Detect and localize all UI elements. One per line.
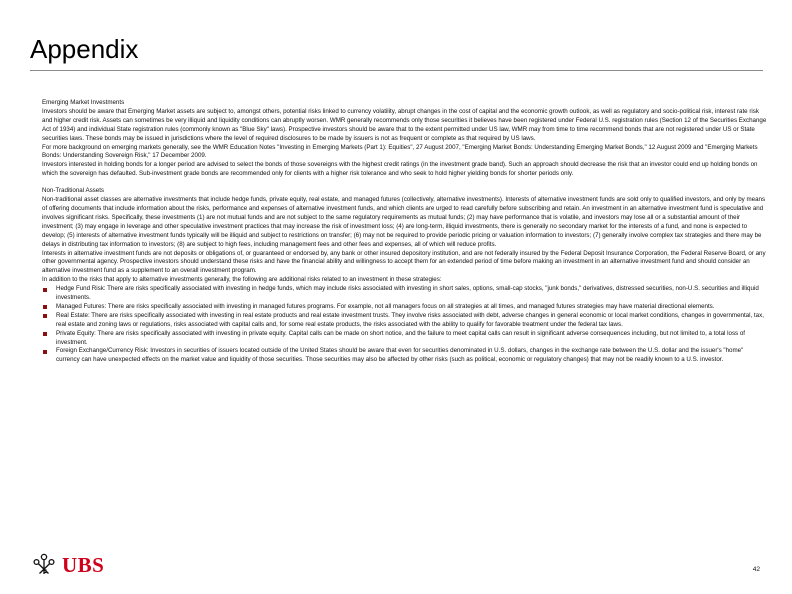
list-item bbox=[42, 347, 767, 365]
bullet-square-icon bbox=[43, 350, 47, 354]
paragraph: Interests in alternative investment funds are not deposits or obligations of, or guaranteed or endorsed by, any bank or other insured depository institution, and are not federally insured by the Federal Deposit Insurance Corporation, the Federal Reserve Board, or any other governmental agency. Prospective investors should understand these risks and have the financial ability and willingness to accept them for an extended period of time before making an investment in an alternative investment fund and should consider an alternative investment fund as a supplement to an overall investment program. bbox=[42, 249, 766, 275]
page-title: Appendix bbox=[30, 34, 139, 64]
paragraph: Investors should be aware that Emerging Market assets are subject to, amongst others, potential risks linked to currency volatility, abrupt changes in the cost of capital and the economic growth outlook, as well as regulatory and socio-political risk, interest rate risk and higher credit risk. Assets can sometimes be very illiquid and liquidity conditions can abruptly worsen. WMR generally recommends only those securities it believes have been registered under Federal U.S. registration rules (Section 12 of the Securities Exchange Act of 1934) and individual State registration rules (commonly known as "Blue Sky" laws). Prospective investors should be aware that to the extent permitted under US law, WMR may from time to time recommend bonds that are not registered under US or State securities laws. These bonds may be issued in jurisdictions where the level of required disclosures to be made by issuers is not as frequent or complete as that required by US laws. bbox=[42, 107, 767, 142]
bullet-square-icon bbox=[43, 288, 47, 292]
bullet-square-icon bbox=[43, 332, 47, 336]
paragraph: In addition to the risks that apply to alternative investments generally, the following are additional risks related to an investment in these strategies: bbox=[42, 276, 442, 284]
bullet-square-icon bbox=[43, 305, 47, 309]
three-keys-icon bbox=[32, 553, 56, 577]
ubs-logo bbox=[32, 553, 104, 577]
list-item bbox=[42, 285, 767, 303]
bullet-text: Foreign Exchange/Currency Risk: Investors in securities of issuers located outside of the United States should be aware that even for securities denominated in U.S. dollars, changes in the exchange rate between the U.S. dollar and the issuer's "home" currency can have unexpected effects on the market value and liquidity of those securities. Those securities may also be affected by other risks (such as political, economic or regulatory changes) that may not be readily known to a U.S. investor. bbox=[56, 347, 744, 364]
paragraph: Investors interested in holding bonds for a longer period are advised to select the bonds of those sovereigns with the highest credit ratings (in the investment grade band). Such an approach should decrease the risk that an investor could end up holding bonds on which the sovereign has defaulted. Sub-investment grade bonds are recommended only for clients with a higher risk tolerance and who seek to hold higher yielding bonds for shorter periods only. bbox=[42, 161, 758, 178]
title-divider bbox=[30, 70, 763, 71]
list-item bbox=[42, 303, 767, 312]
section-spacer bbox=[42, 179, 767, 187]
brand-wordmark: UBS bbox=[62, 552, 105, 577]
paragraph: Non-traditional asset classes are alternative investments that include hedge funds, private equity, real estate, and managed futures (collectively, alternative investments). Interests of alternative investment funds are sold only to qualified investors, and only by means of offering documents that include information about the risks, performance and expenses of alternative investment funds, and which clients are urged to read carefully before subscribing and retain. An investment in an alternative investment fund is speculative and involves significant risks. Specifically, these investments (1) are not mutual funds and are not subject to the same regulatory requirements as mutual funds; (2) may have performance that is volatile, and investors may lose all or a substantial amount of their investment; (3) may engage in leverage and other speculative investment practices that may increase the risk of investment loss; (4) are long-term, illiquid investments, there is generally no secondary market for the interests of a fund, and none is expected to develop; (5) interests of alternative investment funds typically will be illiquid and subject to restrictions on transfer; (6) may not be required to provide periodic pricing or valuation information to investors; (7) generally involve complex tax strategies and there may be delays in distributing tax information to investors; (8) are subject to high fees, including management fees and other fees and expenses, all of which will reduce profits. bbox=[42, 196, 766, 248]
list-item bbox=[42, 330, 767, 348]
bullet-text: Hedge Fund Risk: There are risks specifically associated with investing in hedge funds, which may include risks associated with investing in short sales, options, small-cap stocks, "junk bonds," derivatives, distressed securities, non-U.S. securities and illiquid investments. bbox=[56, 285, 759, 302]
bullet-text: Private Equity: There are risks specifically associated with investing in private equity. Capital calls can be made on short notice, and the failure to meet capital calls can result in significant adverse consequences including, but not limited to, a total loss of investment. bbox=[56, 329, 746, 346]
section-heading-nontraditional: Non-Traditional Assets bbox=[42, 187, 105, 195]
list-item bbox=[42, 312, 767, 330]
bullet-text: Managed Futures: There are risks specifically associated with investing in managed futures programs. For example, not all managers focus on all strategies at all times, and managed futures strategies may have material directional elements. bbox=[56, 302, 715, 310]
risk-bullet-list bbox=[42, 285, 767, 365]
bullet-square-icon bbox=[43, 314, 47, 318]
page-number: 42 bbox=[752, 566, 760, 573]
paragraph: For more background on emerging markets generally, see the WMR Education Notes "Investing in Emerging Markets (Part 1): Equities", 27 August 2007, "Emerging Market Bonds: Understanding Emerging Market Bonds," 12 August 2009 and "Emerging Markets Bonds: Understanding Sovereign Risk," 17 December 2009. bbox=[42, 143, 758, 160]
section-heading-emerging: Emerging Market Investments bbox=[42, 99, 125, 106]
document-body bbox=[42, 99, 767, 365]
bullet-text: Real Estate: There are risks specifically associated with investing in real estate products and real estate investment trusts. They involve risks associated with debt, adverse changes in general economic or local market conditions, changes in governmental, tax, real estate and zoning laws or regulations, risks associated with capital calls and, for some real estate products, the risks associated with the ability to qualify for favorable treatment under the federal tax laws. bbox=[56, 311, 764, 328]
